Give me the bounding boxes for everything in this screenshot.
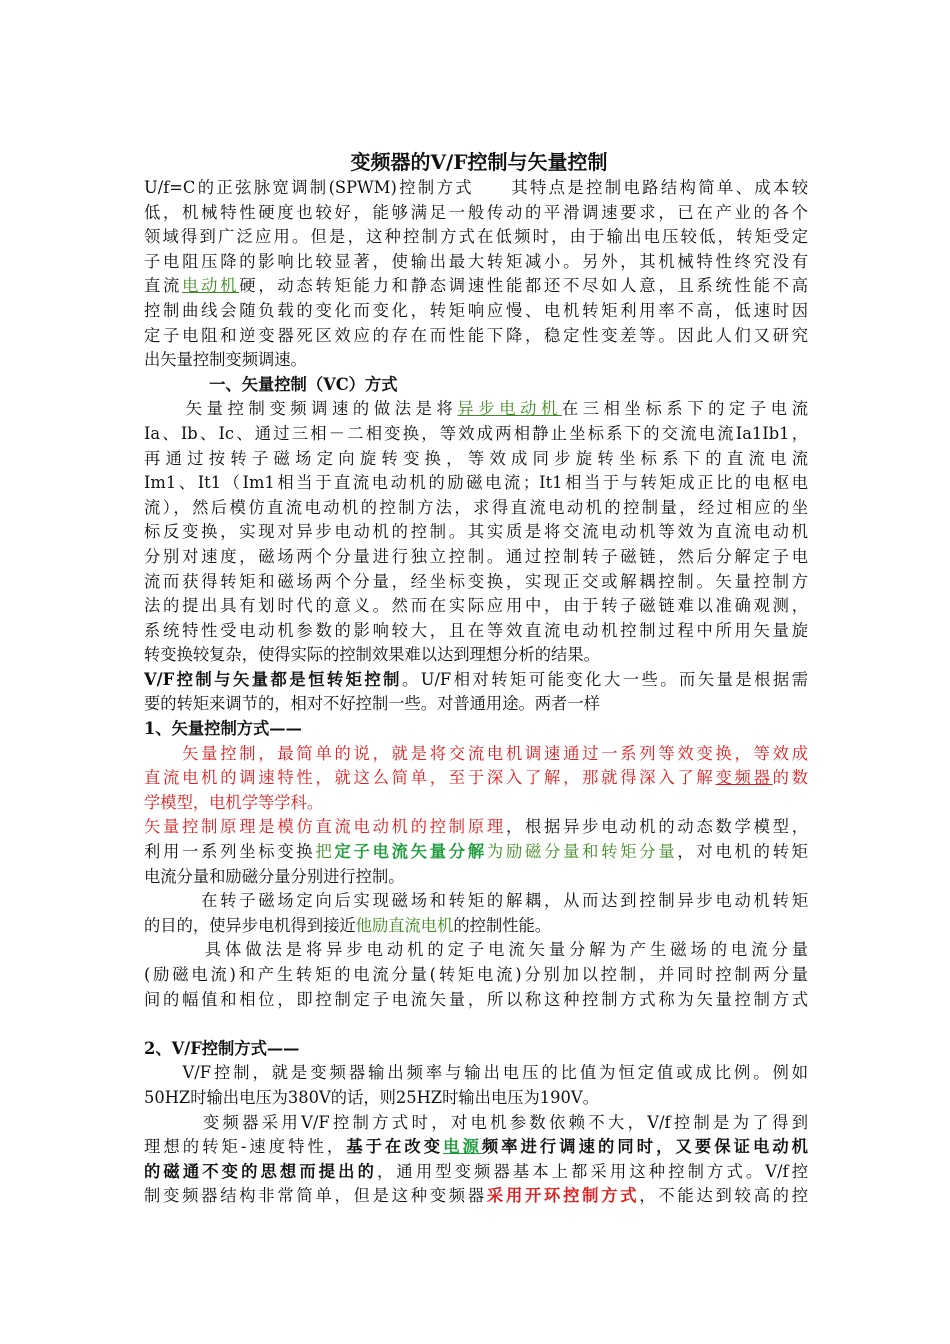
text-segment: 直流电机的调速特性，就这么简单，至于深入了解，那就得深入了解: [144, 768, 716, 788]
text-segment: 1、矢量控制方式——: [144, 719, 302, 739]
text-segment: 制变频器结构非常简单，但是这种变频器: [144, 1186, 487, 1206]
text-line: [144, 545, 808, 570]
text-segment: 要的转矩来调节的，相对不好控制一些。对普通用途。两者一样: [144, 694, 600, 714]
text-segment: 基于在改变: [346, 1137, 444, 1157]
text-segment: ，通用型变频器基本上都采用这种控制方式。V/f控: [376, 1161, 808, 1181]
text-segment: 学模型，电机学等学科。: [144, 792, 324, 812]
text-line: [144, 1086, 808, 1111]
text-segment: 子电阻压降的影响比较显著，使输出最大转矩减小。另外，其机械特性终究没有: [144, 251, 808, 271]
text-segment: 利用一系列坐标变换: [144, 842, 316, 862]
text-segment: 硬，动态转矩能力和静态调速性能都还不尽如人意，且系统性能不高: [239, 276, 808, 296]
text-line: [144, 815, 808, 840]
text-segment: 为励磁分量和转矩分量: [486, 842, 678, 862]
text-segment: ，根据异步电动机的动态数学模型，: [505, 817, 808, 837]
text-line: [144, 865, 808, 890]
text-line: [144, 176, 808, 201]
text-line: [144, 594, 808, 619]
text-segment: 流），然后模仿直流电动机的控制方法，求得直流电动机的控制量，经过相应的坐: [144, 497, 808, 517]
text-line: [144, 225, 808, 250]
text-line: [144, 717, 808, 742]
text-segment: 50HZ时输出电压为380V的话，则25HZ时输出电压为190V。: [144, 1087, 599, 1107]
text-segment: 的磁通不变的思想而提出的: [144, 1161, 377, 1181]
text-segment: 在三相坐标系下的定子电流: [561, 399, 808, 419]
text-segment: 频率进行调速的同时，又要保证电动机: [481, 1137, 808, 1157]
text-segment: Ia、Ib、Ic、通过三相－二相变换，等效成两相静止坐标系下的交流电流Ia1Ib1，: [144, 423, 808, 443]
text-line: [144, 471, 808, 496]
text-segment: 把: [315, 842, 335, 862]
text-segment: 的控制性能。: [453, 915, 552, 935]
text-line: [144, 397, 808, 422]
text-line: [144, 1037, 808, 1062]
document-page: [144, 148, 808, 1209]
text-segment: 间的幅值和相位，即控制定子电流矢量，所以称这种控制方式称为矢量控制方式: [144, 989, 808, 1009]
text-segment: 控制曲线会随负载的变化而变化，转矩响应慢、电机转矩利用率不高，低速时因: [144, 300, 808, 320]
text-segment: 标反变换，实现对异步电动机的控制。其实质是将交流电动机等效为直流电动机: [144, 522, 808, 542]
text-segment: (励磁电流)和产生转矩的电流分量(转矩电流)分别加以控制，并同时控制两分量: [144, 965, 808, 984]
text-line: [144, 840, 808, 865]
text-line: [144, 1111, 808, 1136]
text-segment: 定子电阻和逆变器死区效应的存在而性能下降，稳定性变差等。因此人们又研究: [144, 325, 808, 345]
text-segment: 法的提出具有划时代的意义。然而在实际应用中，由于转子磁链难以准确观测，: [144, 596, 808, 616]
text-line: [144, 692, 808, 717]
text-line: [144, 324, 808, 349]
text-line: [144, 520, 808, 545]
hyperlink[interactable]: 异步电动机: [457, 399, 562, 419]
text-segment: 矢量控制，最简单的说，就是将交流电机调速通过一系列等效变换，等效成: [144, 743, 808, 763]
document-body: [144, 176, 808, 1209]
text-line: [144, 496, 808, 521]
text-segment: V/F控制与矢量都是恒转矩控制: [144, 669, 402, 689]
text-segment: 他励直流电机: [355, 915, 454, 935]
text-line: [144, 643, 808, 668]
text-line: [144, 274, 808, 299]
text-segment: 采用开环控制方式: [486, 1186, 640, 1206]
text-segment: 的数: [772, 768, 808, 788]
text-segment: 出矢量控制变频调速。: [144, 350, 307, 370]
text-segment: 2、V/F控制方式——: [144, 1038, 300, 1058]
text-segment: 具体做法是将异步电动机的定子电流矢量分解为产生磁场的电流分量: [144, 940, 808, 960]
text-line: [144, 1061, 808, 1086]
hyperlink[interactable]: 电动机: [182, 276, 240, 296]
text-segment: 定子电流矢量分解: [334, 842, 487, 862]
text-segment: ，对电机的转矩: [677, 842, 808, 862]
text-line: [144, 422, 808, 447]
text-line: [144, 201, 808, 226]
text-line: [144, 963, 808, 988]
text-line: [144, 938, 808, 963]
text-line: [144, 988, 808, 1013]
text-line: [144, 447, 808, 472]
text-segment: 领域得到广泛应用。但是，这种控制方式在低频时，由于输出电压较低，转矩受定: [144, 227, 808, 247]
text-segment: 系统特性受电动机参数的影响较大，且在等效直流电动机控制过程中所用矢量旋: [144, 620, 808, 640]
text-segment: 的目的，使异步电机得到接近: [144, 915, 356, 935]
text-line: [144, 889, 808, 914]
text-line: [144, 619, 808, 644]
text-segment: 变频器采用V/F控制方式时，对电机参数依赖不大，V/f控制是为了得到: [144, 1112, 808, 1132]
text-segment: 电源: [443, 1137, 482, 1157]
text-segment: 理想的转矩-速度特性，: [144, 1137, 347, 1157]
text-line: [144, 742, 808, 767]
text-segment: Im1、It1（Im1相当于直流电动机的励磁电流；It1相当于与转矩成正比的电枢电: [144, 473, 808, 493]
text-segment: 矢量控制原理是模仿直流电动机的控制原理: [144, 817, 506, 837]
text-segment: 变频器: [715, 768, 773, 788]
text-line: [144, 914, 808, 939]
text-segment: 一、矢量控制（VC）方式: [144, 374, 398, 394]
text-segment: 在转子磁场定向后实现磁场和转矩的解耦，从而达到控制异步电动机转矩: [144, 891, 808, 911]
text-segment: ，不能达到较高的控: [639, 1186, 808, 1206]
text-line: [144, 1184, 808, 1209]
text-segment: 转变换较复杂，使得实际的控制效果难以达到理想分析的结果。: [144, 645, 600, 665]
text-line: [144, 299, 808, 324]
text-line: [144, 1160, 808, 1185]
text-line: [144, 373, 808, 398]
text-segment: U/f=C的正弦脉宽调制(SPWM)控制方式 其特点是控制电路结构简单、成本较: [144, 178, 808, 197]
text-segment: V/F控制，就是变频器输出频率与输出电压的比值为恒定值或成比例。例如: [144, 1063, 808, 1083]
text-segment: 流而获得转矩和磁场两个分量，经坐标变换，实现正交或解耦控制。矢量控制方: [144, 571, 808, 591]
text-segment: 电流分量和励磁分量分别进行控制。: [144, 866, 405, 886]
text-line: [144, 570, 808, 595]
text-line: [144, 348, 808, 373]
text-segment: 分别对速度，磁场两个分量进行独立控制。通过控制转子磁链，然后分解定子电: [144, 546, 808, 566]
text-segment: 矢量控制变频调速的做法是将: [144, 399, 458, 419]
text-line: [144, 668, 808, 693]
text-segment: 。U/F相对转矩可能变化大一些。而矢量是根据需: [401, 669, 808, 689]
text-segment: 直流: [144, 276, 183, 296]
text-line: [144, 766, 808, 791]
text-segment: 低，机械特性硬度也较好，能够满足一般传动的平滑调速要求，已在产业的各个: [144, 202, 808, 222]
text-segment: 再通过按转子磁场定向旋转变换，等效成同步旋转坐标系下的直流电流: [144, 448, 808, 468]
text-line: [144, 250, 808, 275]
text-line: [144, 791, 808, 816]
document-title: 变频器的V/F控制与矢量控制: [350, 150, 608, 174]
text-line: [144, 1135, 808, 1160]
blank-line: [144, 1012, 808, 1037]
